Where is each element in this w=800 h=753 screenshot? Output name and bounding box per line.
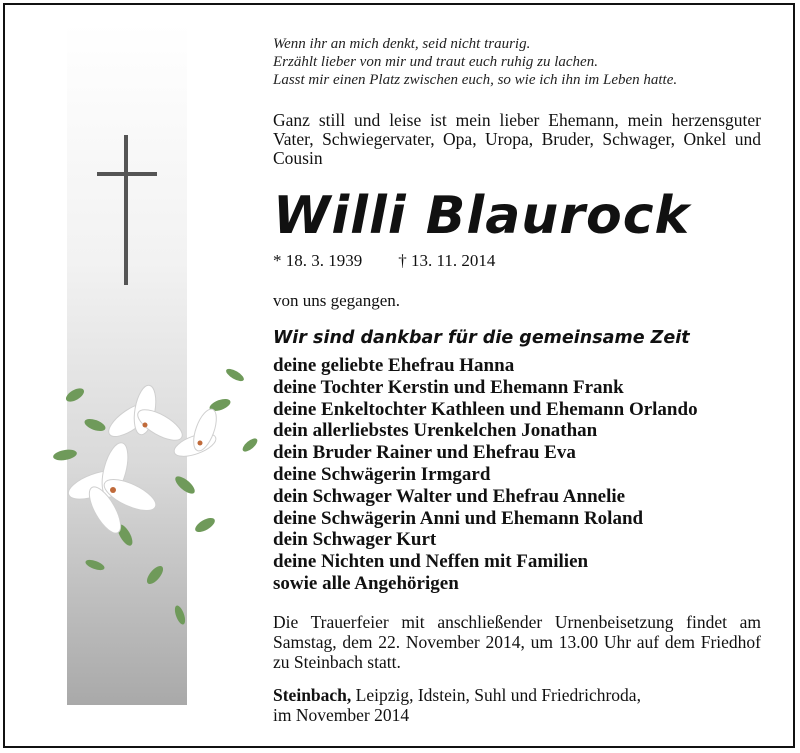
poem-line: Lasst mir einen Platz zwischen euch, so wie ich ihn im Leben hatte.	[273, 72, 678, 88]
intro-text: Ganz still und leise ist mein lieber Ehemann, mein herzensguter Vater, Schwiegervater, Opa, Uropa, Bruder, Schwager, Onkel und Cousin	[273, 110, 761, 168]
death-date: † 13. 11. 2014	[398, 251, 496, 270]
mourner-item: dein allerliebstes Urenkelchen Jonathan	[273, 420, 598, 442]
mourner-item: deine Enkeltochter Kathleen und Ehemann Orlando	[273, 398, 698, 420]
deceased-name: Willi Blaurock	[273, 186, 691, 246]
mourner-item: dein Schwager Kurt	[273, 529, 437, 551]
obituary-frame	[3, 3, 795, 748]
mourner-item: deine Schwägerin Irmgard	[273, 463, 491, 485]
place-and-date	[273, 685, 641, 725]
poem	[273, 35, 677, 89]
place-rest: Leipzig, Idstein, Suhl und Friedrichroda,	[351, 685, 641, 705]
mourner-item: dein Schwager Walter und Ehefrau Annelie	[273, 485, 626, 507]
publication-date: im November 2014	[273, 705, 410, 725]
mourners-list	[273, 355, 698, 595]
cross-icon-bar	[97, 172, 157, 176]
cross-icon	[124, 135, 128, 285]
lily-bouquet-icon	[35, 335, 275, 635]
place-bold: Steinbach,	[273, 685, 352, 705]
life-dates	[273, 251, 495, 271]
mourner-item: sowie alle Angehörigen	[273, 572, 459, 594]
poem-line: Erzählt lieber von mir und traut euch ruhig zu lachen.	[273, 54, 598, 70]
mourner-item: deine geliebte Ehefrau Hanna	[273, 355, 515, 376]
funeral-service-text: Die Trauerfeier mit anschließender Urnenbeisetzung findet am Samstag, dem 22. November 2014, um 13.00 Uhr auf dem Friedhof zu Steinbach statt.	[273, 612, 761, 672]
mourner-item: deine Nichten und Neffen mit Familien	[273, 551, 589, 573]
mourner-item: dein Bruder Rainer und Ehefrau Eva	[273, 442, 576, 464]
mourner-item: deine Tochter Kerstin und Ehemann Frank	[273, 376, 624, 398]
passed-away-text: von uns gegangen.	[273, 291, 401, 310]
mourner-item: deine Schwägerin Anni und Ehemann Roland	[273, 507, 644, 529]
birth-date: * 18. 3. 1939	[273, 251, 363, 270]
poem-line: Wenn ihr an mich denkt, seid nicht traurig.	[273, 36, 531, 52]
thanks-heading: Wir sind dankbar für die gemeinsame Zeit	[273, 328, 690, 348]
